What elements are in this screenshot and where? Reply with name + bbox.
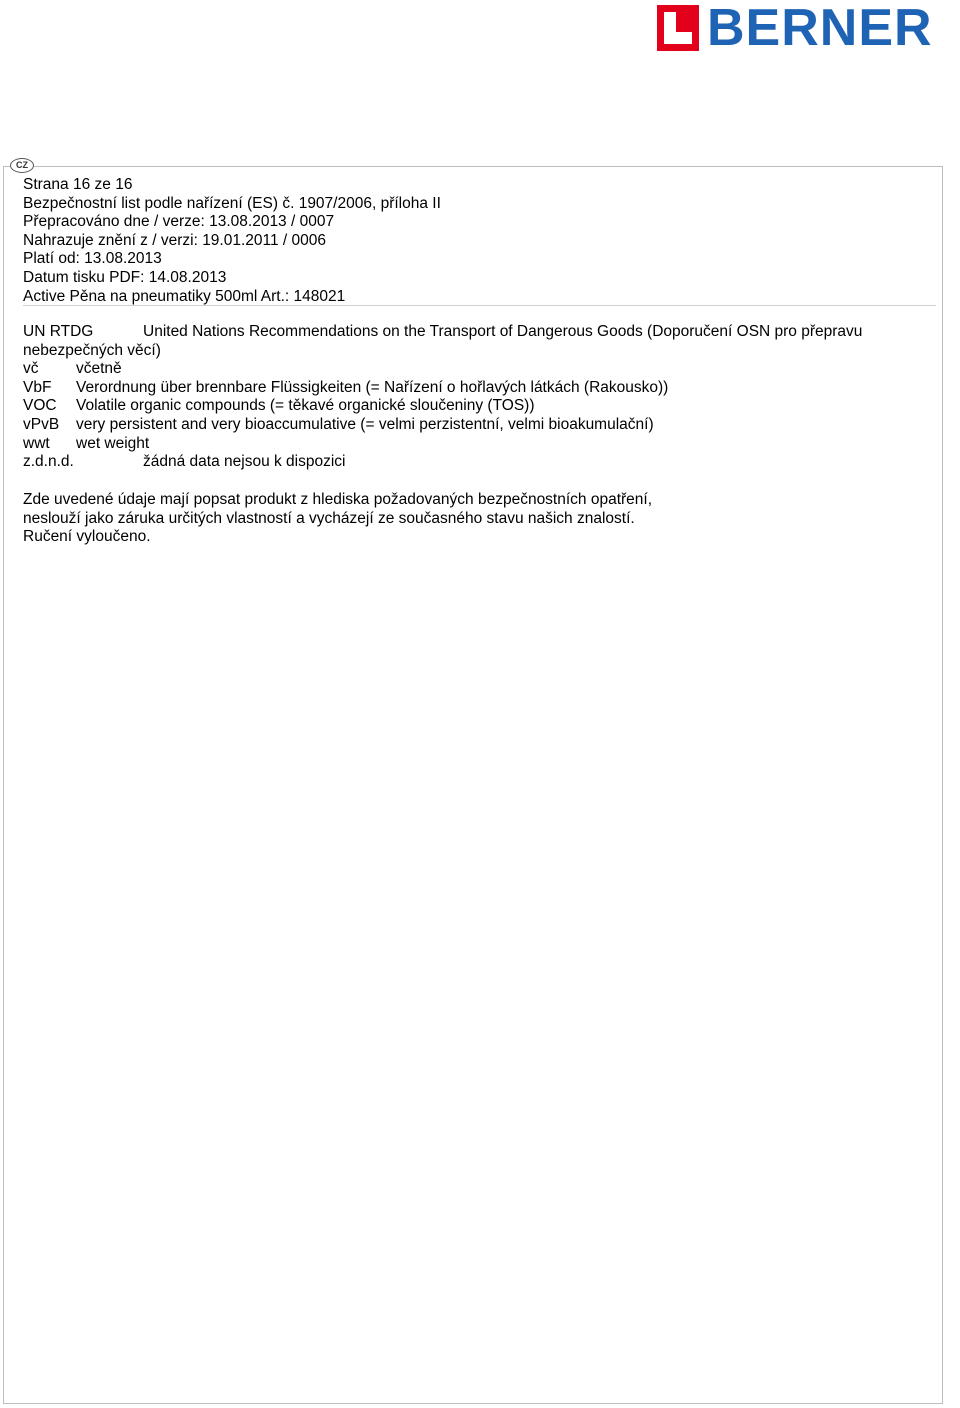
abbreviation-definition: wet weight (76, 434, 150, 452)
abbreviation-definition: žádná data nejsou k dispozici (143, 453, 346, 471)
abbreviation-definition: very persistent and very bioaccumulative (= velmi perzistentní, velmi bioakumulační) (76, 415, 654, 433)
document-type: Bezpečnostní list podle nařízení (ES) č. 1907/2006, příloha II (23, 194, 441, 212)
abbreviation-term: VbF (23, 378, 52, 396)
abbreviation-definition: United Nations Recommendations on the Transport of Dangerous Goods (Doporučení OSN pro přepravu (143, 323, 863, 340)
abbreviation-term: UN RTDG (23, 323, 94, 340)
document-header (23, 176, 441, 306)
abbreviation-row (23, 453, 923, 472)
abbreviation-definition: včetně (76, 360, 122, 378)
abbreviation-row (23, 435, 923, 454)
abbreviation-row (23, 323, 923, 342)
abbreviation-row (23, 416, 923, 435)
abbreviation-row (23, 397, 923, 416)
abbreviation-term: VOC (23, 397, 57, 415)
disclaimer (23, 491, 652, 547)
abbreviation-term: z.d.n.d. (23, 453, 74, 471)
print-date: Datum tisku PDF: 14.08.2013 (23, 268, 227, 286)
abbreviation-definition: Volatile organic compounds (= těkavé organické sloučeniny (TOS)) (76, 397, 535, 415)
disclaimer-line: Ručení vyloučeno. (23, 528, 151, 546)
berner-logo (657, 0, 957, 57)
abbreviation-row (23, 360, 923, 379)
product-name: Active Pěna na pneumatiky 500ml Art.: 148021 (23, 287, 346, 305)
language-badge: CZ (10, 158, 34, 173)
revision-info: Přepracováno dne / verze: 13.08.2013 / 0007 (23, 213, 335, 231)
abbreviation-row (23, 379, 923, 398)
header-divider (23, 305, 936, 306)
disclaimer-line: Zde uvedené údaje mají popsat produkt z hlediska požadovaných bezpečnostních opatření, (23, 491, 653, 508)
replaces-info: Nahrazuje znění z / verzi: 19.01.2011 / 0006 (23, 231, 327, 249)
disclaimer-line: neslouží jako záruka určitých vlastností a vycházejí ze současného stavu našich znalostí. (23, 509, 635, 527)
berner-logo-mark (657, 5, 699, 51)
valid-from: Platí od: 13.08.2013 (23, 250, 162, 268)
page-number: Strana 16 ze 16 (23, 176, 133, 193)
abbreviation-term: vPvB (23, 415, 60, 433)
berner-logo-text: BERNER (707, 0, 933, 57)
abbreviation-term: vč (23, 360, 39, 378)
abbreviation-list (23, 323, 923, 472)
abbreviation-row-continuation (23, 342, 923, 361)
abbreviation-term: wwt (23, 434, 50, 452)
abbreviation-definition: Verordnung über brennbare Flüssigkeiten (= Nařízení o hořlavých látkách (Rakousko)) (76, 378, 669, 396)
abbreviation-definition-continued: nebezpečných věcí) (23, 341, 161, 359)
